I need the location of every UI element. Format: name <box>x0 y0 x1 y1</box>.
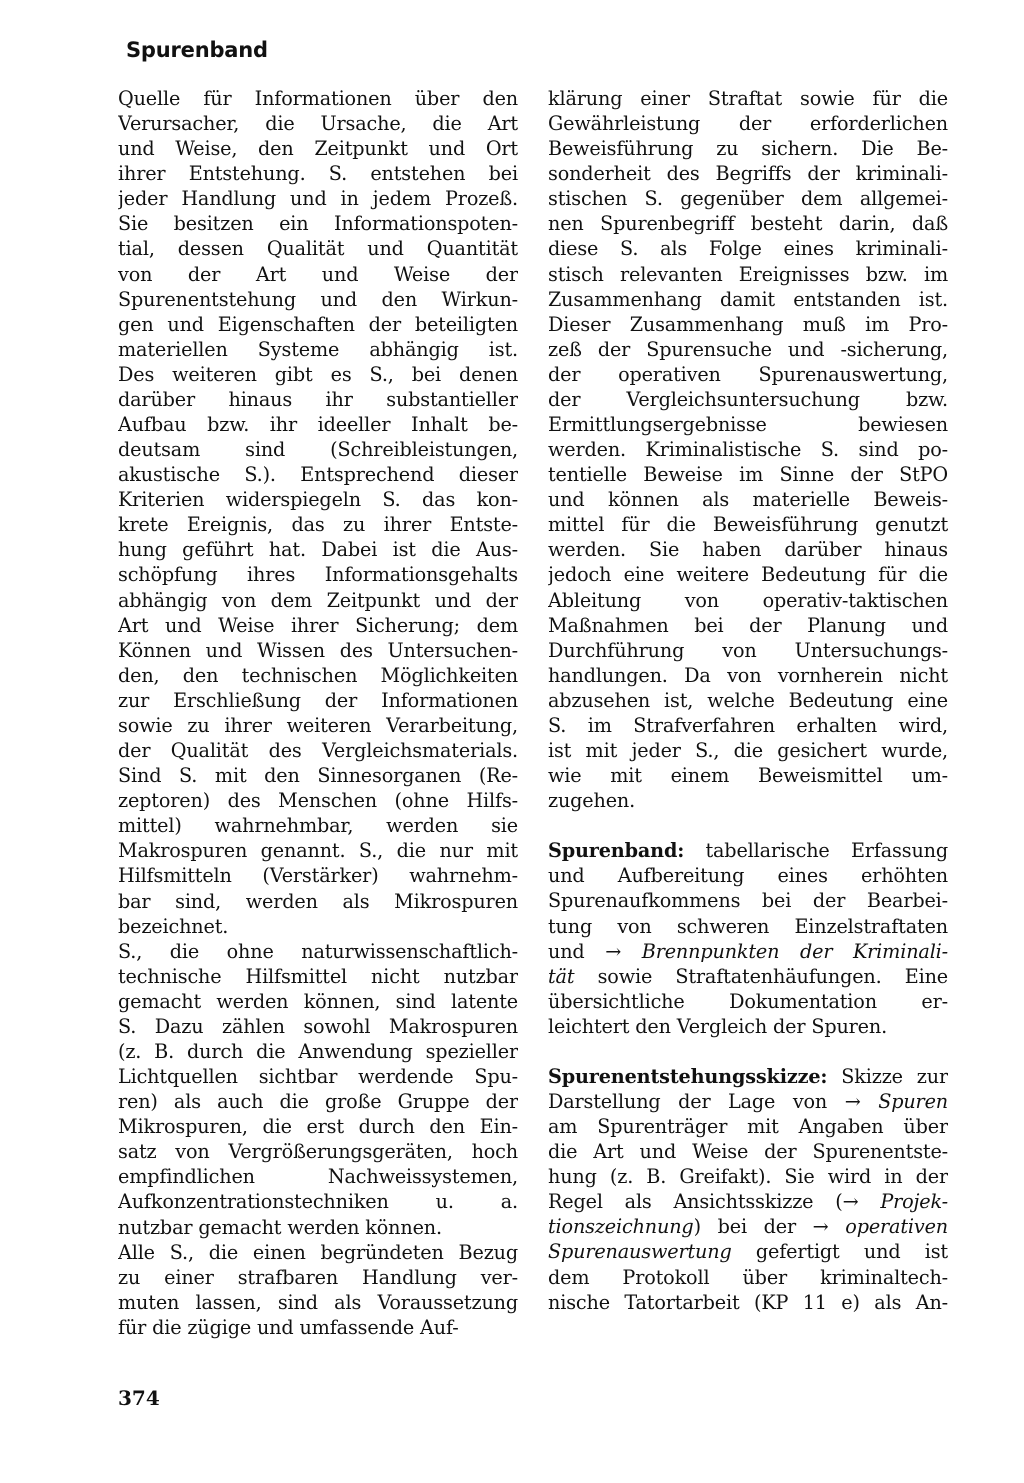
text-line: jeder Handlung und in jedem Prozeß. <box>118 187 518 211</box>
text-line: Ableitung von operativ-taktischen <box>548 588 948 612</box>
cross-reference: operativen <box>828 1215 948 1239</box>
cross-reference: tionszeichnung <box>548 1215 694 1239</box>
text-line: ist mit jeder S., die gesichert wurde, <box>548 739 948 763</box>
text-line: deutsam sind (Schreibleistungen, <box>118 438 518 462</box>
text-line: nen Spurenbegriff besteht darin, daß <box>548 212 948 236</box>
text-line: Beweisführung zu sichern. Die Be- <box>548 137 948 161</box>
text-line: Des weiteren gibt es S., bei denen <box>118 362 518 386</box>
entry-spurenband: Spurenband: tabellarische Erfassung und Aufbereitung eines erhöhten Spurenaufkommens bei der Bearbei- tung von schweren Einzelstraftaten und → Brennpunkten der Kriminali- tät sowie Straftatenhäufungen. Eine übersichtliche Dokumentation er- leichtert den Vergleich der Spuren. <box>548 839 948 1038</box>
text-line: von der Art und Weise der <box>118 262 518 286</box>
text-line: muten lassen, sind als Voraussetzung <box>118 1290 518 1314</box>
text-line: sowie zu ihrer weiteren Verarbeitung, <box>118 713 518 737</box>
text-line: Kriterien widerspiegeln S. das kon- <box>118 488 518 512</box>
text-line: sonderheit des Begriffs der kriminali- <box>548 162 948 186</box>
text-line: Quelle für Informationen über den <box>118 87 518 110</box>
text-line: krete Ereignis, das zu ihrer Entste- <box>118 513 518 537</box>
text-line: akustische S.). Entsprechend dieser <box>118 463 518 487</box>
page-number: 374 <box>118 1386 160 1410</box>
text-line: materiellen Systeme abhängig ist. <box>118 337 518 361</box>
text-line: schöpfung ihres Informationsgehalts <box>118 563 518 587</box>
cross-reference-arrow-icon: → <box>812 1215 829 1239</box>
text-line: Durchführung von Untersuchungs- <box>548 638 948 662</box>
text-line: mittel) wahrnehmbar, werden sie <box>118 814 518 838</box>
text-line: zeß der Spurensuche und -sicherung, <box>548 337 948 361</box>
text-line: werden. Sie haben darüber hinaus <box>548 538 948 562</box>
text-line: Ermittlungsergebnisse bewiesen <box>548 413 948 437</box>
text-line: zugehen. <box>548 789 636 813</box>
text-line: mittel für die Beweisführung genutzt <box>548 513 948 537</box>
text-line: der Vergleichsuntersuchung bzw. <box>548 387 948 411</box>
text-line: Makrospuren genannt. S., die nur mit <box>118 839 518 863</box>
text-line: satz von Vergrößerungsgeräten, hoch <box>118 1140 518 1164</box>
text-line: Lichtquellen sichtbar werdende Spu- <box>118 1065 518 1089</box>
cross-reference: Spurenauswertung <box>548 1240 732 1264</box>
text-line: (z. B. durch die Anwendung spezieller <box>118 1039 518 1063</box>
text-line: technische Hilfsmittel nicht nutzbar <box>118 964 518 988</box>
cross-reference: tät <box>548 964 575 988</box>
text-line: Aufkonzentrationstechniken u. a. <box>118 1190 518 1214</box>
text-line: werden. Kriminalistische S. sind po- <box>548 438 948 462</box>
text-line: Maßnahmen bei der Planung und <box>548 613 948 637</box>
text-line: ihrer Entstehung. S. entstehen bei <box>118 162 518 186</box>
text-line: Sind S. mit den Sinnesorganen (Re- <box>118 764 518 788</box>
text-line: zu einer strafbaren Handlung ver- <box>118 1265 518 1289</box>
text-line: tial, dessen Qualität und Quantität <box>118 237 518 261</box>
cross-reference: Spuren <box>860 1089 948 1113</box>
text-line: hung geführt hat. Dabei ist die Aus- <box>118 538 518 562</box>
cross-reference-arrow-icon: → <box>842 1190 859 1214</box>
text-line: Art und Weise ihrer Sicherung; dem <box>118 613 518 637</box>
left-column <box>118 86 518 1340</box>
text-line: zeptoren) des Menschen (ohne Hilfs- <box>118 789 518 813</box>
text-line: abhängig von dem Zeitpunkt und der <box>118 588 518 612</box>
text-line: handlungen. Da von vornherein nicht <box>548 663 948 687</box>
text-line: und Weise, den Zeitpunkt und Ort <box>118 137 518 161</box>
text-line: diese S. als Folge eines kriminali- <box>548 237 948 261</box>
text-line: bar sind, werden als Mikrospuren <box>118 889 518 913</box>
cross-reference: Projek- <box>858 1190 948 1214</box>
text-line: Mikrospuren, die erst durch den Ein- <box>118 1115 518 1139</box>
entry-spurenentstehungsskizze: Spurenentstehungsskizze: Skizze zur Darstellung der Lage von → Spuren am Spurenträger mit Angaben über die Art und Weise der Spurenentste- hung (z. B. Greifakt). Sie wird in der Regel als Ansichtsskizze (→ Projek- tionszeichnung) bei der → operativen Spurenauswertung gefertigt und ist dem Protokoll über kriminaltech- nische Tatortarbeit (KP 11 e) als An- <box>548 1064 948 1314</box>
text-line: S. im Strafverfahren erhalten wird, <box>548 713 948 737</box>
text-line: Verursacher, die Ursache, die Art <box>118 112 518 136</box>
text-line: Aufbau bzw. ihr ideeller Inhalt be- <box>118 413 518 437</box>
text-line: der Qualität des Vergleichsmaterials. <box>118 739 518 763</box>
right-column <box>548 86 948 1315</box>
text-line: Hilfsmitteln (Verstärker) wahrnehm- <box>118 864 518 888</box>
text-line: gen und Eigenschaften der beteiligten <box>118 312 518 336</box>
text-line: tentielle Beweise im Sinne der StPO <box>548 463 948 487</box>
text-line: Können und Wissen des Untersuchen- <box>118 638 518 662</box>
text-line: und können als materielle Beweis- <box>548 488 948 512</box>
text-line: bezeichnet. <box>118 914 229 938</box>
text-line: nutzbar gemacht werden können. <box>118 1215 442 1239</box>
text-line: klärung einer Straftat sowie für die <box>548 87 948 110</box>
text-line: abzusehen ist, welche Bedeutung eine <box>548 688 948 712</box>
text-line: ren) als auch die große Gruppe der <box>118 1090 518 1114</box>
cross-reference: Brennpunkten der Kriminali- <box>621 939 948 963</box>
text-line: darüber hinaus ihr substantieller <box>118 387 518 411</box>
text-line: Zusammenhang damit entstanden ist. <box>548 287 948 311</box>
continuation-paragraph <box>548 86 948 813</box>
text-line: gemacht werden können, sind latente <box>118 989 518 1013</box>
cross-reference-arrow-icon: → <box>605 939 622 963</box>
text-line: empfindlichen Nachweissystemen, <box>118 1165 518 1189</box>
text-line: S., die ohne naturwissenschaftlich- <box>118 939 518 963</box>
cross-reference-arrow-icon: → <box>844 1089 861 1113</box>
text-line: Gewährleistung der erforderlichen <box>548 112 948 136</box>
entry-term: Spurenentstehungsskizze: <box>548 1064 828 1088</box>
text-line: stisch relevanten Ereignisses bzw. im <box>548 262 948 286</box>
text-line: für die zügige und umfassende Auf- <box>118 1315 459 1339</box>
text-line: Dieser Zusammenhang muß im Pro- <box>548 312 948 336</box>
text-line: Sie besitzen ein Informationspoten- <box>118 212 518 236</box>
text-line: Alle S., die einen begründeten Bezug <box>118 1240 518 1264</box>
text-line: jedoch eine weitere Bedeutung für die <box>548 563 948 587</box>
entry-term: Spurenband: <box>548 839 685 863</box>
text-line: zur Erschließung der Informationen <box>118 688 518 712</box>
text-line: den, den technischen Möglichkeiten <box>118 663 518 687</box>
text-line: der operativen Spurenauswertung, <box>548 362 948 386</box>
text-line: Spurenentstehung und den Wirkun- <box>118 287 518 311</box>
text-line: stischen S. gegenüber dem allgemei- <box>548 187 948 211</box>
running-title: Spurenband <box>126 38 268 62</box>
text-line: wie mit einem Beweismittel um- <box>548 764 948 788</box>
text-line: S. Dazu zählen sowohl Makrospuren <box>118 1014 518 1038</box>
